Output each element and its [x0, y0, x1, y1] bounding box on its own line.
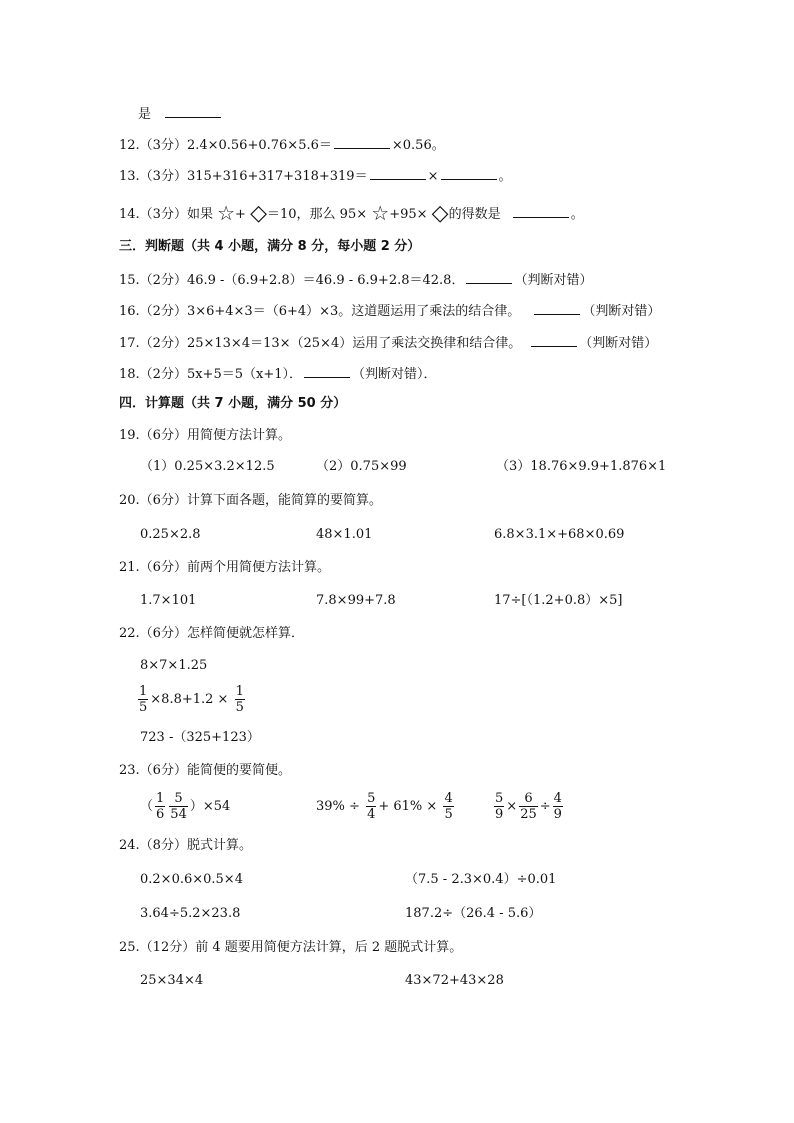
- q19-item-2: （2）0.75×99: [316, 459, 407, 474]
- q24-item-2: （7.5 - 2.3×0.4）÷0.01: [405, 872, 557, 887]
- q14-plus: +: [235, 207, 246, 222]
- question-13: [119, 166, 512, 186]
- q14-part4: 的得数是: [448, 207, 501, 222]
- denominator: 6: [156, 807, 165, 822]
- q22-item-1: 8×7×1.25: [140, 658, 208, 673]
- q18-suffix: （判断对错）．: [351, 367, 437, 382]
- q23-b1: 39% ÷: [316, 799, 360, 814]
- q11-tail-text: 是: [138, 107, 152, 122]
- answer-blank[interactable]: [165, 104, 221, 118]
- fraction: [235, 684, 245, 715]
- q21-title: 21.（6分）前两个用简便方法计算。: [119, 560, 330, 575]
- star-icon: ☆: [371, 201, 390, 225]
- q14-part1: 14.（3分）如果: [119, 207, 213, 222]
- q11-tail: [138, 104, 223, 124]
- q20-item-1: 0.25×2.8: [140, 527, 201, 542]
- q17-suffix: （判断对错）: [579, 336, 658, 351]
- q21-item-1: 1.7×101: [140, 593, 197, 608]
- q25-title: 25.（12分）前 4 题要用简便方法计算，后 2 题脱式计算。: [119, 940, 463, 955]
- denominator: 5: [235, 700, 244, 715]
- q12-suffix: ×0.56。: [391, 138, 445, 153]
- q16-suffix: （判断对错）: [582, 304, 661, 319]
- denominator: 25: [520, 807, 537, 822]
- q24-item-4: 187.2÷（26.4 - 5.6）: [405, 906, 542, 921]
- fraction: [366, 791, 376, 822]
- diamond-icon: ◇: [431, 201, 449, 226]
- operator: ×: [506, 799, 518, 814]
- q19-item-1: （1）0.25×3.2×12.5: [140, 459, 275, 474]
- denominator: 9: [553, 807, 562, 822]
- fraction: [138, 684, 148, 715]
- answer-blank[interactable]: [513, 204, 569, 218]
- numerator: 1: [235, 684, 244, 699]
- operator: ÷: [539, 799, 551, 814]
- numerator: 4: [553, 791, 562, 806]
- q15-suffix: （判断对错）: [514, 273, 593, 288]
- q24-title: 24.（8分）脱式计算。: [119, 838, 252, 853]
- open-paren: （: [140, 799, 154, 814]
- answer-blank[interactable]: [534, 301, 580, 315]
- fraction: [169, 791, 188, 822]
- q22-title: 22.（6分）怎样简便就怎样算．: [119, 626, 304, 641]
- close-paren-expr: ）×54: [189, 799, 231, 814]
- q13-prefix: 13.（3分）315+316+317+318+319＝: [119, 169, 368, 184]
- fraction: [519, 791, 538, 822]
- section-4-heading: 四．计算题（共 7 小题，满分 50 分）: [119, 396, 347, 411]
- diamond-icon: ◇: [250, 201, 267, 226]
- question-12: [119, 135, 445, 155]
- q23-item-1: [140, 791, 230, 822]
- fraction: [494, 791, 504, 822]
- section-3-heading: 三．判断题（共 4 小题，满分 8 分，每小题 2 分）: [119, 239, 421, 254]
- answer-blank[interactable]: [370, 166, 426, 180]
- answer-blank[interactable]: [334, 135, 390, 149]
- fraction: [443, 791, 453, 822]
- q23-b2: + 61% ×: [378, 799, 438, 814]
- q12-prefix: 12.（3分）2.4×0.56+0.76×5.6＝: [119, 138, 332, 153]
- denominator: 5: [444, 807, 453, 822]
- denominator: 5: [139, 700, 148, 715]
- q25-item-2: 43×72+43×28: [405, 973, 504, 988]
- answer-blank[interactable]: [441, 166, 497, 180]
- question-15: [119, 270, 592, 290]
- fraction: [553, 791, 563, 822]
- answer-blank[interactable]: [466, 270, 512, 284]
- fraction: [155, 791, 165, 822]
- numerator: 5: [367, 791, 376, 806]
- q15-prefix: 15.（2分）46.9 -（6.9+2.8）＝46.9 - 6.9+2.8＝42.8．: [119, 273, 465, 288]
- q21-item-3: 17÷[（1.2+0.8）×5]: [494, 593, 623, 608]
- numerator: 4: [444, 791, 453, 806]
- question-17: [119, 333, 657, 353]
- q16-prefix: 16.（2分）3×6+4×3＝（6+4）×3。这道题运用了乘法的结合律。: [119, 304, 521, 319]
- answer-blank[interactable]: [531, 333, 577, 347]
- q13-suffix: 。: [498, 169, 512, 184]
- q14-part2: ＝10，那么 95×: [267, 207, 368, 222]
- q22-item2-mid: ×8.8+1.2 ×: [150, 692, 229, 707]
- numerator: 5: [169, 791, 188, 807]
- denominator: 9: [495, 807, 504, 822]
- numerator: 1: [156, 791, 165, 806]
- q22-item-3: 723 -（325+123）: [140, 730, 260, 745]
- q14-end: 。: [570, 207, 584, 222]
- q23-title: 23.（6分）能简便的要简便。: [119, 763, 291, 778]
- q19-title: 19.（6分）用简便方法计算。: [119, 428, 291, 443]
- numerator: 5: [495, 791, 504, 806]
- question-18: [119, 364, 437, 384]
- denominator: 4: [367, 807, 376, 822]
- numerator: 6: [519, 791, 538, 807]
- q20-item-2: 48×1.01: [316, 527, 373, 542]
- denominator: 54: [170, 807, 187, 822]
- q24-item-1: 0.2×0.6×0.5×4: [140, 872, 243, 887]
- q18-prefix: 18.（2分）5x+5＝5（x+1）．: [119, 367, 302, 382]
- numerator: 1: [139, 684, 148, 699]
- answer-blank[interactable]: [304, 364, 350, 378]
- q24-item-3: 3.64÷5.2×23.8: [140, 906, 241, 921]
- question-16: [119, 301, 660, 321]
- q20-item-3: 6.8×3.1×+68×0.69: [494, 527, 625, 542]
- q14-part3: +95×: [389, 207, 428, 222]
- q25-item-1: 25×34×4: [140, 973, 204, 988]
- q23-item-3: [492, 791, 565, 822]
- star-icon: ☆: [217, 201, 236, 225]
- q22-item-2: [136, 684, 247, 715]
- q19-item-3: （3）18.76×9.9+1.876×1: [496, 459, 667, 474]
- q21-item-2: 7.8×99+7.8: [316, 593, 396, 608]
- q23-item-2: [316, 791, 456, 822]
- question-14: [119, 201, 584, 226]
- q20-title: 20.（6分）计算下面各题，能简算的要简算。: [119, 493, 382, 508]
- q17-prefix: 17.（2分）25×13×4＝13×（25×4）运用了乘法交换律和结合律。: [119, 336, 522, 351]
- q13-mid: ×: [427, 169, 439, 184]
